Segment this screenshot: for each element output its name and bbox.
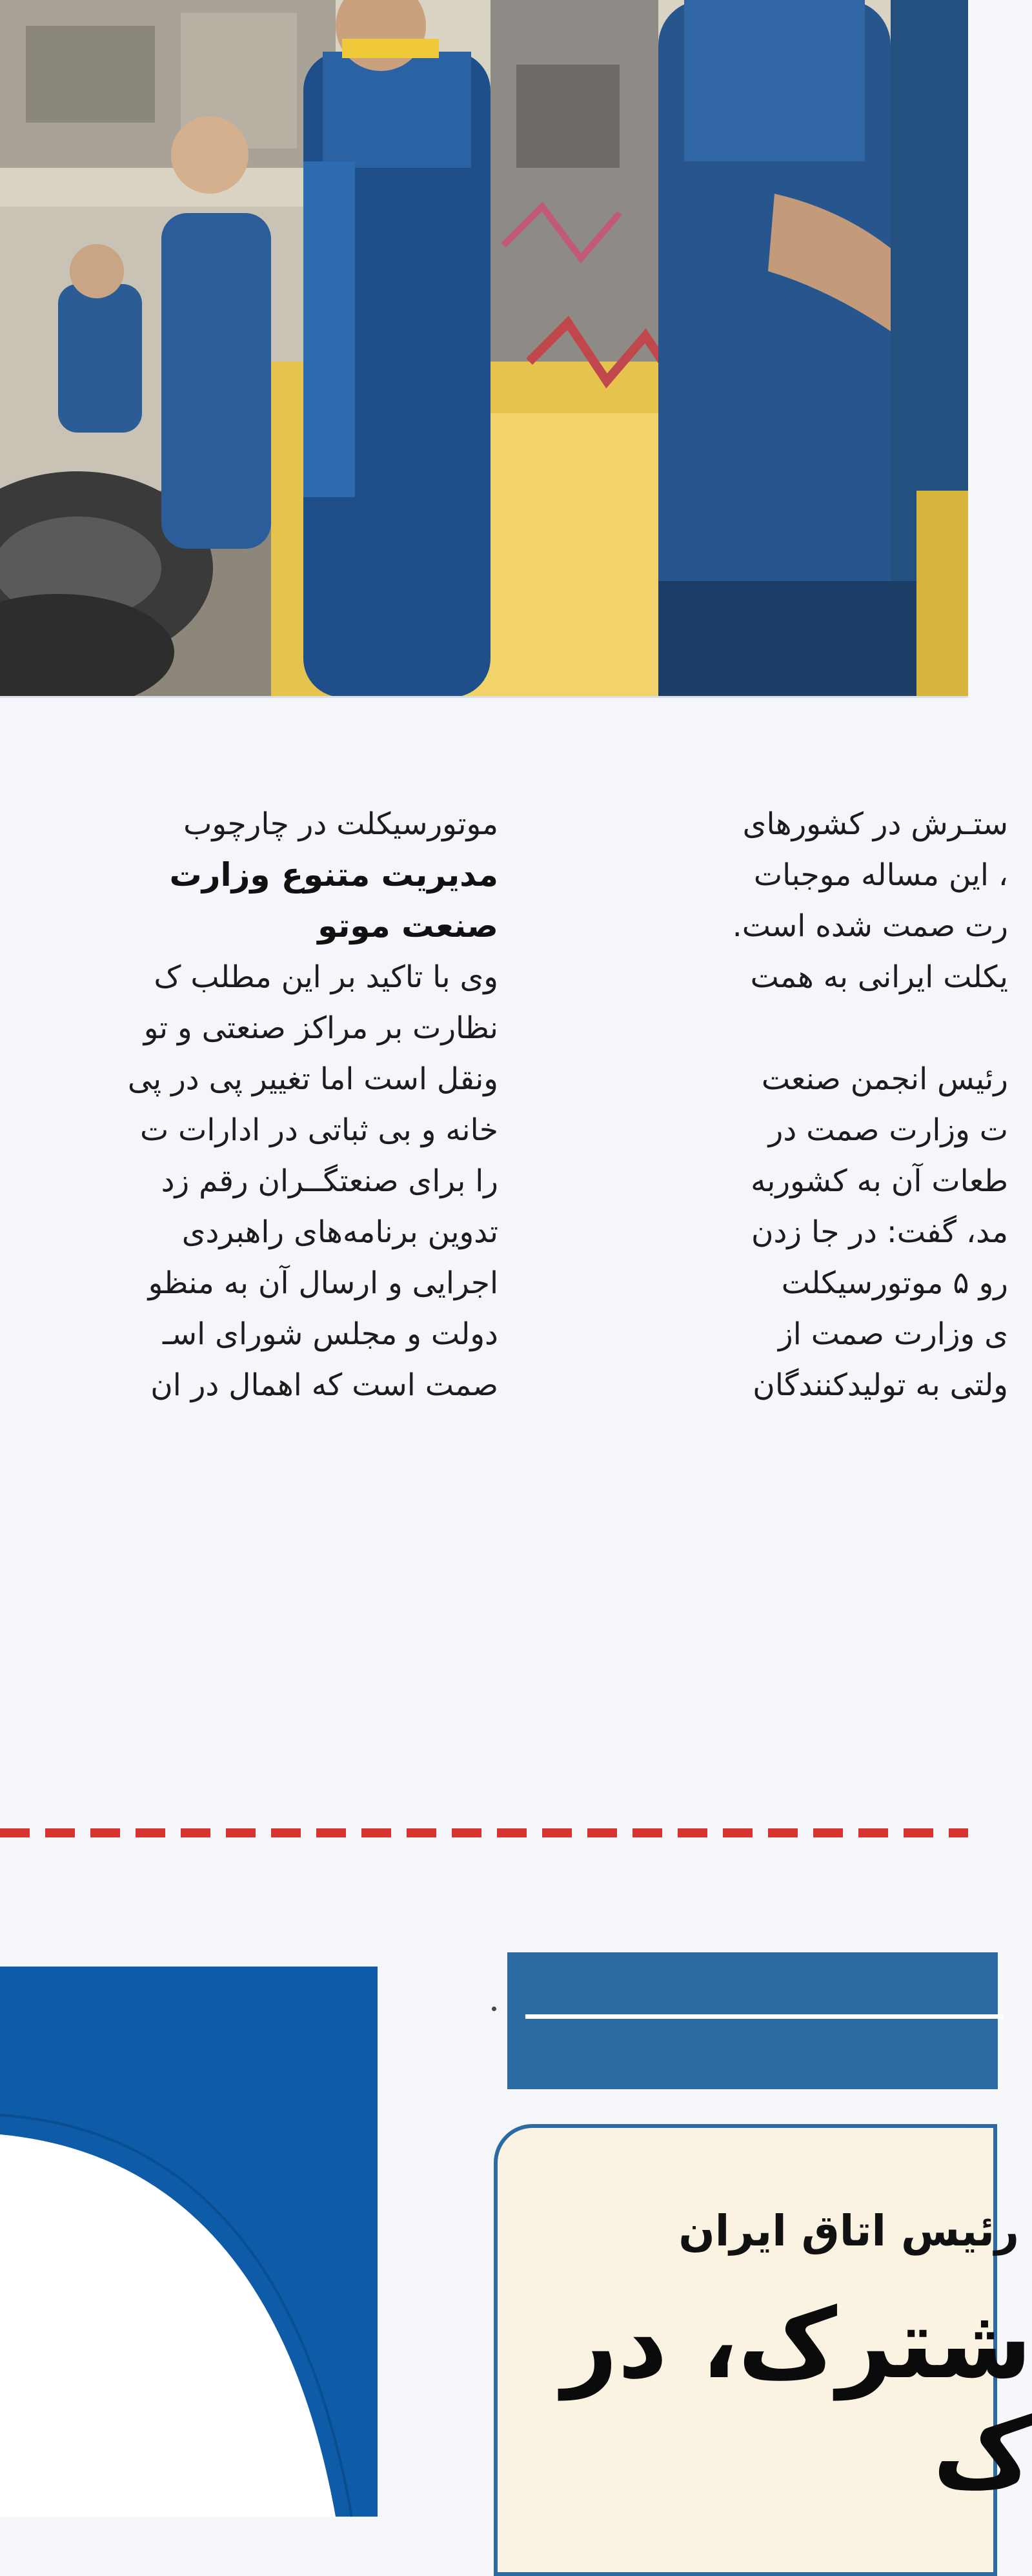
article-line: خانه و بی ثباتی در ادارات ت	[139, 1112, 498, 1148]
article-line: طعات آن به کشوربه	[751, 1163, 1008, 1199]
article-line: رت صمت شده است.	[732, 908, 1008, 944]
article-line: ی وزارت صمت از	[778, 1316, 1008, 1352]
article-line: صمت است که اهمال در ان	[150, 1367, 498, 1403]
logo-panel	[0, 1967, 378, 2517]
article-subheading: مدیریت متنوع وزارت	[169, 856, 498, 894]
paragraph-gap	[595, 1003, 1008, 1054]
article-line: موتورسیکلت در چارچوب	[183, 806, 498, 842]
article-line: مد، گفت: در جا زدن	[751, 1214, 1008, 1250]
card-headline	[562, 2289, 1032, 2509]
article-line: دولت و مجلس شورای اسـ	[163, 1316, 498, 1352]
workers-photo-illustration	[0, 0, 968, 696]
bullet-dot	[492, 2007, 496, 2011]
card-kicker: رئیس اتاق ایران	[678, 2206, 1019, 2256]
article-line: ونقل است اما تغییر پی در پی	[127, 1061, 498, 1097]
article-line: رو ۵ موتورسیکلت	[781, 1265, 1008, 1301]
article-line: نظارت بر مراکز صنعتی و تو	[143, 1010, 498, 1046]
article-subheading: صنعت موتو	[318, 907, 498, 945]
section-header-strip	[507, 1952, 998, 2089]
article-line: اجرایی و ارسال آن به منظو	[148, 1265, 498, 1301]
dashed-divider	[0, 1827, 968, 1839]
interview-card	[494, 2124, 1032, 2576]
article-column-right	[595, 799, 1008, 1411]
article-column-left	[98, 799, 498, 1411]
article-body	[0, 698, 1008, 1795]
white-arc-logo-icon	[0, 1967, 378, 2517]
card-headline-line: شترک، در	[562, 2288, 1032, 2400]
article-line: وی با تاکید بر این مطلب ک	[154, 959, 498, 995]
article-line: رئیس انجمن صنعت	[761, 1061, 1008, 1097]
article-line: ت وزارت صمت در	[768, 1112, 1008, 1148]
header-rule	[525, 2014, 1003, 2019]
article-line: ولتی به تولیدکنندگان	[753, 1367, 1008, 1403]
article-line: ، این مساله موجبات	[753, 857, 1008, 893]
card-headline-line: ک	[933, 2398, 1032, 2510]
article-line: ستـرش در کشورهای	[742, 806, 1008, 842]
article-line: تدوین برنامه‌های راهبردی	[181, 1214, 498, 1250]
article-line: را برای صنعتگــران رقم زد	[161, 1163, 498, 1199]
workers-photo	[0, 0, 968, 696]
article-line: یکلت ایرانی به همت	[750, 959, 1008, 995]
